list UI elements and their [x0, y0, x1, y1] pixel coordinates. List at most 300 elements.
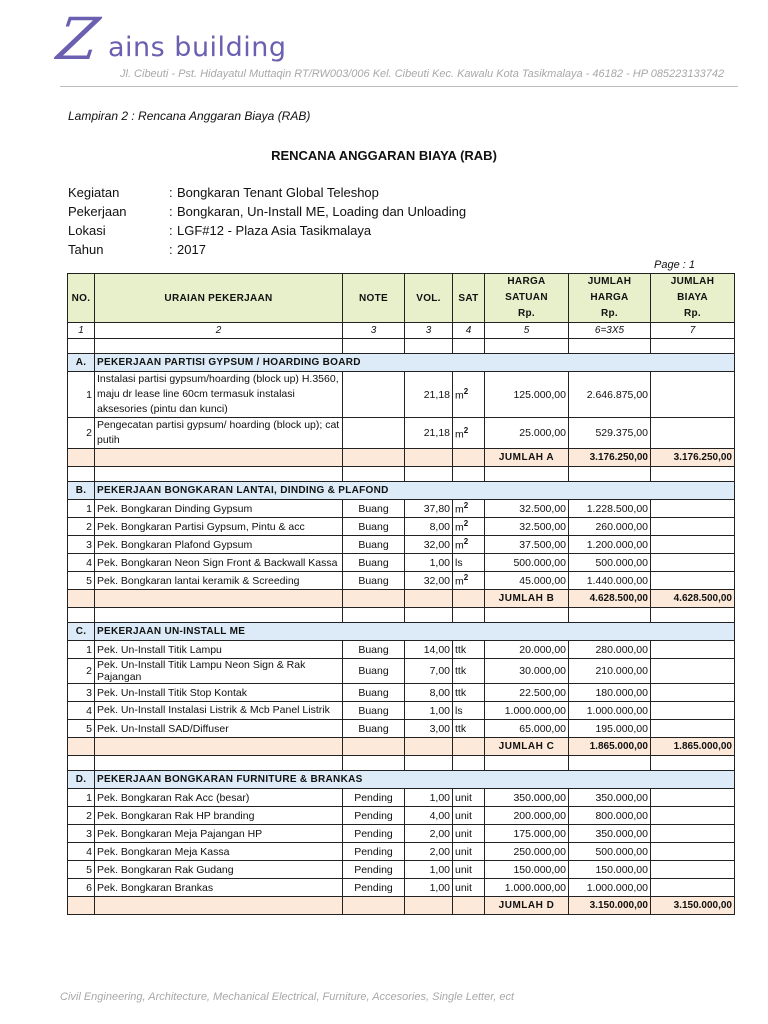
item-harga-satuan: 45.000,00: [485, 572, 569, 590]
empty-cell: [569, 756, 651, 771]
subtotal-harga: 4.628.500,00: [569, 590, 651, 608]
company-logo: [53, 5, 318, 73]
empty-cell: [343, 590, 405, 608]
item-note: [343, 418, 405, 449]
item-vol: 32,00: [405, 536, 453, 554]
project-info: [68, 183, 466, 259]
item-jumlah-biaya: [651, 572, 735, 590]
table-row: [68, 807, 735, 825]
subtotal-harga: 3.176.250,00: [569, 449, 651, 467]
header-uraian: URAIAN PEKERJAAN: [95, 274, 343, 323]
empty-cell: [453, 339, 485, 354]
table-row: [68, 500, 735, 518]
item-harga-satuan: 30.000,00: [485, 659, 569, 684]
table-row: [68, 879, 735, 897]
item-sat: [453, 659, 485, 684]
table-row: [68, 554, 735, 572]
item-sat: [453, 861, 485, 879]
item-desc: Pek. Bongkaran Partisi Gypsum, Pintu & acc: [95, 518, 343, 536]
item-jumlah-biaya: [651, 372, 735, 418]
item-vol: 1,00: [405, 554, 453, 572]
empty-cell: [95, 738, 343, 756]
item-sat: [453, 789, 485, 807]
item-jumlah-biaya: [651, 418, 735, 449]
empty-cell: [343, 467, 405, 482]
item-note: Pending: [343, 879, 405, 897]
table-row: [68, 843, 735, 861]
item-sat: [453, 807, 485, 825]
item-desc: Instalasi partisi gypsum/hoarding (block up) H.3560, maju dr lease line 60cm termasuk instalasi aksesories (pintu dan kunci): [95, 372, 343, 418]
subtotal-label: JUMLAH A: [485, 449, 569, 467]
info-separator: :: [169, 223, 173, 238]
empty-cell: [405, 449, 453, 467]
item-no: 1: [68, 789, 95, 807]
empty-cell: [453, 467, 485, 482]
empty-cell: [651, 756, 735, 771]
subtotal-biaya: 4.628.500,00: [651, 590, 735, 608]
item-jumlah-biaya: [651, 879, 735, 897]
item-no: 3: [68, 684, 95, 702]
item-note: Pending: [343, 789, 405, 807]
item-jumlah-harga: 195.000,00: [569, 720, 651, 738]
header-no: NO.: [68, 274, 95, 323]
info-separator: :: [169, 204, 173, 219]
item-vol: 8,00: [405, 684, 453, 702]
section-code: C.: [68, 623, 95, 641]
item-no: 4: [68, 554, 95, 572]
item-jumlah-harga: 210.000,00: [569, 659, 651, 684]
item-harga-satuan: 65.000,00: [485, 720, 569, 738]
item-desc: Pek. Un-Install Titik Lampu Neon Sign & Rak Pajangan: [95, 659, 343, 684]
item-sat: [453, 372, 485, 418]
empty-cell: [405, 897, 453, 915]
table-row: [68, 659, 735, 684]
item-sat: [453, 554, 485, 572]
empty-cell: [95, 756, 343, 771]
item-harga-satuan: 350.000,00: [485, 789, 569, 807]
item-no: 1: [68, 372, 95, 418]
item-no: 6: [68, 879, 95, 897]
item-harga-satuan: 1.000.000,00: [485, 879, 569, 897]
header-jumlah-biaya-line: BIAYA: [677, 292, 708, 303]
empty-cell: [453, 608, 485, 623]
empty-cell: [343, 339, 405, 354]
item-no: 2: [68, 418, 95, 449]
subtotal-label: JUMLAH D: [485, 897, 569, 915]
header-jumlah-harga-line: JUMLAH: [587, 276, 632, 287]
empty-cell: [405, 756, 453, 771]
item-no: 3: [68, 825, 95, 843]
item-vol: 2,00: [405, 843, 453, 861]
spacer-row: [68, 467, 735, 482]
item-sat: [453, 536, 485, 554]
empty-cell: [68, 756, 95, 771]
item-sat: [453, 418, 485, 449]
item-note: Buang: [343, 572, 405, 590]
index-cell: 2: [95, 323, 343, 339]
item-jumlah-harga: 260.000,00: [569, 518, 651, 536]
header-jumlah-biaya-line: Rp.: [683, 308, 701, 319]
header-jumlah-harga: [569, 274, 651, 323]
subtotal-row: [68, 738, 735, 756]
empty-cell: [68, 590, 95, 608]
item-vol: 7,00: [405, 659, 453, 684]
item-note: Pending: [343, 843, 405, 861]
empty-cell: [453, 590, 485, 608]
table-row: [68, 825, 735, 843]
item-vol: 21,18: [405, 418, 453, 449]
empty-cell: [485, 756, 569, 771]
header-divider: [60, 86, 738, 87]
section-row: [68, 354, 735, 372]
item-jumlah-harga: 350.000,00: [569, 825, 651, 843]
spacer-row: [68, 756, 735, 771]
item-note: [343, 372, 405, 418]
table-row: [68, 789, 735, 807]
item-desc: Pek. Bongkaran Dinding Gypsum: [95, 500, 343, 518]
table-row: [68, 418, 735, 449]
item-desc: Pek. Bongkaran Meja Pajangan HP: [95, 825, 343, 843]
header-harga-satuan-line: HARGA: [507, 276, 546, 287]
item-no: 4: [68, 843, 95, 861]
info-key: Pekerjaan: [68, 204, 127, 219]
item-harga-satuan: 32.500,00: [485, 518, 569, 536]
index-cell: 3: [405, 323, 453, 339]
logo-monogram: Z: [53, 5, 104, 73]
item-desc: Pek. Bongkaran Meja Kassa: [95, 843, 343, 861]
item-jumlah-biaya: [651, 659, 735, 684]
item-harga-satuan: 150.000,00: [485, 861, 569, 879]
item-jumlah-biaya: [651, 684, 735, 702]
header-harga-satuan: [485, 274, 569, 323]
header-harga-satuan-line: SATUAN: [505, 292, 548, 303]
section-title: PEKERJAAN PARTISI GYPSUM / HOARDING BOARD: [95, 354, 735, 372]
subtotal-biaya: 1.865.000,00: [651, 738, 735, 756]
item-jumlah-harga: 800.000,00: [569, 807, 651, 825]
item-vol: 1,00: [405, 789, 453, 807]
index-cell: 1: [68, 323, 95, 339]
item-jumlah-harga: 1.440.000,00: [569, 572, 651, 590]
empty-cell: [453, 449, 485, 467]
item-jumlah-biaya: [651, 702, 735, 720]
header-jumlah-biaya-line: JUMLAH: [670, 276, 715, 287]
item-sat: [453, 641, 485, 659]
subtotal-label: JUMLAH B: [485, 590, 569, 608]
company-address: Jl. Cibeuti - Pst. Hidayatul Muttaqin RT/RW003/006 Kel. Cibeuti Kec. Kawalu Kota Tasikmalaya - 46182 - HP 085223133742: [120, 68, 725, 80]
index-cell: 6=3X5: [569, 323, 651, 339]
subtotal-biaya: 3.150.000,00: [651, 897, 735, 915]
header-vol: VOL.: [405, 274, 453, 323]
empty-cell: [405, 467, 453, 482]
item-no: 5: [68, 572, 95, 590]
subtotal-row: [68, 897, 735, 915]
item-desc: Pek. Bongkaran Rak Gudang: [95, 861, 343, 879]
section-code: B.: [68, 482, 95, 500]
item-jumlah-harga: 500.000,00: [569, 554, 651, 572]
info-key: Tahun: [68, 242, 104, 257]
section-title: PEKERJAAN UN-INSTALL ME: [95, 623, 735, 641]
spacer-row: [68, 608, 735, 623]
empty-cell: [405, 608, 453, 623]
empty-cell: [343, 756, 405, 771]
item-desc: Pek. Bongkaran Rak HP branding: [95, 807, 343, 825]
info-value: Bongkaran, Un-Install ME, Loading dan Unloading: [177, 204, 467, 219]
item-jumlah-harga: 180.000,00: [569, 684, 651, 702]
item-jumlah-biaya: [651, 807, 735, 825]
index-cell: 4: [453, 323, 485, 339]
item-desc: Pek. Bongkaran Neon Sign Front & Backwall Kassa: [95, 554, 343, 572]
table-row: [68, 518, 735, 536]
empty-cell: [68, 897, 95, 915]
item-no: 2: [68, 518, 95, 536]
item-sat-unit: ls: [455, 556, 463, 569]
item-vol: 37,80: [405, 500, 453, 518]
empty-cell: [343, 608, 405, 623]
item-jumlah-harga: 150.000,00: [569, 861, 651, 879]
table-row: [68, 372, 735, 418]
empty-cell: [95, 897, 343, 915]
item-sat-unit: m: [455, 389, 464, 402]
item-sat: [453, 684, 485, 702]
item-note: Buang: [343, 659, 405, 684]
section-code: A.: [68, 354, 95, 372]
item-sat-unit: ttk: [455, 665, 467, 677]
header-sat: SAT: [453, 274, 485, 323]
item-harga-satuan: 500.000,00: [485, 554, 569, 572]
header-jumlah-harga-line: HARGA: [590, 292, 629, 303]
item-jumlah-harga: 1.228.500,00: [569, 500, 651, 518]
item-sat: [453, 500, 485, 518]
item-note: Buang: [343, 500, 405, 518]
section-code: D.: [68, 771, 95, 789]
empty-cell: [68, 339, 95, 354]
info-row: [68, 221, 466, 240]
item-sat-superscript: 2: [463, 537, 469, 547]
empty-cell: [569, 608, 651, 623]
empty-cell: [651, 339, 735, 354]
item-jumlah-biaya: [651, 536, 735, 554]
item-jumlah-biaya: [651, 825, 735, 843]
empty-cell: [453, 756, 485, 771]
item-jumlah-biaya: [651, 789, 735, 807]
item-harga-satuan: 1.000.000,00: [485, 702, 569, 720]
item-sat: [453, 879, 485, 897]
empty-cell: [405, 590, 453, 608]
item-sat-superscript: 2: [463, 573, 469, 583]
item-vol: 2,00: [405, 825, 453, 843]
item-jumlah-harga: 1.000.000,00: [569, 879, 651, 897]
subtotal-label: JUMLAH C: [485, 738, 569, 756]
table-row: [68, 641, 735, 659]
item-no: 3: [68, 536, 95, 554]
item-jumlah-harga: 1.000.000,00: [569, 702, 651, 720]
item-jumlah-harga: 280.000,00: [569, 641, 651, 659]
subtotal-row: [68, 449, 735, 467]
page-number: Page : 1: [654, 259, 695, 271]
item-sat-unit: m: [455, 428, 464, 441]
column-index-row: [68, 323, 735, 339]
header-harga-satuan-line: Rp.: [517, 308, 535, 319]
subtotal-biaya: 3.176.250,00: [651, 449, 735, 467]
item-sat-unit: unit: [455, 791, 472, 804]
item-sat-unit: ls: [455, 704, 463, 717]
item-sat-unit: ttk: [455, 686, 467, 699]
empty-cell: [453, 738, 485, 756]
attachment-label: Lampiran 2 : Rencana Anggaran Biaya (RAB): [68, 109, 311, 123]
rab-table: [67, 273, 735, 915]
table-row: [68, 684, 735, 702]
empty-cell: [485, 339, 569, 354]
info-key: Kegiatan: [68, 185, 120, 200]
item-no: 5: [68, 720, 95, 738]
item-note: Buang: [343, 536, 405, 554]
item-sat-superscript: 2: [463, 387, 469, 397]
empty-cell: [485, 608, 569, 623]
item-sat: [453, 702, 485, 720]
section-row: [68, 623, 735, 641]
item-sat: [453, 843, 485, 861]
item-sat-unit: ttk: [455, 643, 467, 656]
item-desc: Pek. Bongkaran Plafond Gypsum: [95, 536, 343, 554]
table-row: [68, 720, 735, 738]
item-desc: Pek. Bongkaran lantai keramik & Screeding: [95, 572, 343, 590]
item-note: Pending: [343, 861, 405, 879]
item-jumlah-biaya: [651, 500, 735, 518]
item-harga-satuan: 20.000,00: [485, 641, 569, 659]
empty-cell: [68, 467, 95, 482]
item-jumlah-harga: 500.000,00: [569, 843, 651, 861]
item-sat-superscript: 2: [463, 501, 469, 511]
item-sat-unit: ttk: [455, 722, 467, 735]
item-vol: 1,00: [405, 702, 453, 720]
header-jumlah-biaya: [651, 274, 735, 323]
item-note: Buang: [343, 684, 405, 702]
subtotal-harga: 1.865.000,00: [569, 738, 651, 756]
subtotal-row: [68, 590, 735, 608]
item-note: Buang: [343, 518, 405, 536]
item-sat-unit: m: [455, 521, 464, 534]
index-cell: 3: [343, 323, 405, 339]
item-note: Buang: [343, 641, 405, 659]
info-key: Lokasi: [68, 223, 106, 238]
item-sat: [453, 518, 485, 536]
item-jumlah-harga: 2.646.875,00: [569, 372, 651, 418]
empty-cell: [95, 467, 343, 482]
item-harga-satuan: 200.000,00: [485, 807, 569, 825]
item-jumlah-biaya: [651, 843, 735, 861]
item-desc: Pengecatan partisi gypsum/ hoarding (block up); cat putih: [95, 418, 343, 449]
empty-cell: [343, 897, 405, 915]
info-row: [68, 202, 466, 221]
item-jumlah-harga: 350.000,00: [569, 789, 651, 807]
item-vol: 32,00: [405, 572, 453, 590]
item-no: 5: [68, 861, 95, 879]
table-row: [68, 861, 735, 879]
item-sat-superscript: 2: [463, 519, 469, 529]
item-desc: Pek. Un-Install Titik Lampu: [95, 641, 343, 659]
info-value: LGF#12 - Plaza Asia Tasikmalaya: [177, 223, 372, 238]
empty-cell: [569, 339, 651, 354]
item-vol: 21,18: [405, 372, 453, 418]
item-desc: Pek. Un-Install Instalasi Listrik & Mcb Panel Listrik: [95, 702, 343, 720]
item-sat-superscript: 2: [463, 425, 469, 435]
info-separator: :: [169, 185, 173, 200]
empty-cell: [95, 449, 343, 467]
spacer-row: [68, 339, 735, 354]
item-no: 2: [68, 659, 95, 684]
index-cell: 5: [485, 323, 569, 339]
item-jumlah-harga: 529.375,00: [569, 418, 651, 449]
empty-cell: [485, 467, 569, 482]
header-jumlah-harga-line: Rp.: [600, 308, 618, 319]
item-harga-satuan: 37.500,00: [485, 536, 569, 554]
item-vol: 8,00: [405, 518, 453, 536]
item-vol: 1,00: [405, 861, 453, 879]
item-note: Pending: [343, 825, 405, 843]
empty-cell: [405, 339, 453, 354]
table-row: [68, 536, 735, 554]
item-note: Buang: [343, 554, 405, 572]
logo-wordmark: ains building: [108, 32, 287, 63]
item-harga-satuan: 125.000,00: [485, 372, 569, 418]
item-vol: 1,00: [405, 879, 453, 897]
info-separator: :: [169, 242, 173, 257]
item-sat-unit: m: [455, 575, 464, 588]
info-row: [68, 183, 466, 202]
index-cell: 7: [651, 323, 735, 339]
item-jumlah-harga: 1.200.000,00: [569, 536, 651, 554]
item-sat-unit: unit: [455, 827, 472, 840]
item-sat-unit: m: [455, 503, 464, 516]
item-note: Pending: [343, 807, 405, 825]
section-title: PEKERJAAN BONGKARAN LANTAI, DINDING & PLAFOND: [95, 482, 735, 500]
item-desc: Pek. Bongkaran Rak Acc (besar): [95, 789, 343, 807]
empty-cell: [95, 608, 343, 623]
item-no: 1: [68, 500, 95, 518]
item-no: 1: [68, 641, 95, 659]
item-sat: [453, 720, 485, 738]
empty-cell: [95, 590, 343, 608]
item-sat-unit: m: [455, 539, 464, 552]
item-harga-satuan: 22.500,00: [485, 684, 569, 702]
document-title: RENCANA ANGGARAN BIAYA (RAB): [271, 148, 497, 163]
empty-cell: [405, 738, 453, 756]
subtotal-harga: 3.150.000,00: [569, 897, 651, 915]
section-title: PEKERJAAN BONGKARAN FURNITURE & BRANKAS: [95, 771, 735, 789]
empty-cell: [68, 608, 95, 623]
item-note: Buang: [343, 720, 405, 738]
info-row: [68, 240, 466, 259]
item-no: 2: [68, 807, 95, 825]
item-harga-satuan: 25.000,00: [485, 418, 569, 449]
info-value: Bongkaran Tenant Global Teleshop: [177, 185, 379, 200]
empty-cell: [343, 449, 405, 467]
item-note: Buang: [343, 702, 405, 720]
item-harga-satuan: 250.000,00: [485, 843, 569, 861]
section-row: [68, 482, 735, 500]
empty-cell: [95, 339, 343, 354]
item-sat: [453, 572, 485, 590]
empty-cell: [453, 897, 485, 915]
item-sat-unit: unit: [455, 845, 472, 858]
item-jumlah-biaya: [651, 554, 735, 572]
item-vol: 3,00: [405, 720, 453, 738]
item-desc: Pek. Un-Install SAD/Diffuser: [95, 720, 343, 738]
item-sat: [453, 825, 485, 843]
item-harga-satuan: 175.000,00: [485, 825, 569, 843]
empty-cell: [569, 467, 651, 482]
table-row: [68, 572, 735, 590]
